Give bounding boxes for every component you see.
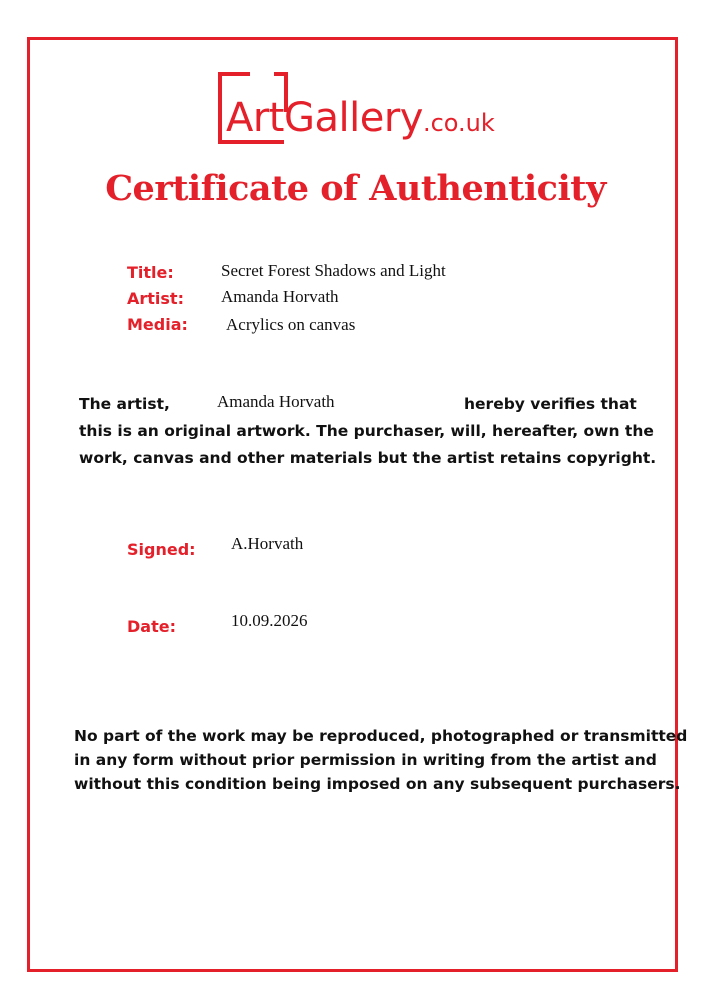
- logo-domain-suffix: .co.uk: [422, 109, 495, 137]
- signature-value: A.Horvath: [231, 534, 304, 553]
- notice-line-3: without this condition being imposed on any subsequent purchasers.: [74, 775, 681, 793]
- media-label: Media:: [127, 315, 188, 334]
- verification-line-2: this is an original artwork. The purchaser, will, hereafter, own the: [79, 422, 654, 440]
- certificate-title: Certificate of Authenticity: [105, 168, 606, 209]
- verification-prefix: The artist,: [79, 395, 170, 413]
- title-value: Secret Forest Shadows and Light: [221, 261, 446, 280]
- artgallery-logo: [218, 72, 518, 148]
- logo-text: [226, 94, 495, 147]
- artist-label: Artist:: [127, 289, 184, 308]
- notice-line-1: No part of the work may be reproduced, photographed or transmitted: [74, 727, 688, 745]
- signed-label: Signed:: [127, 540, 196, 559]
- title-label: Title:: [127, 263, 174, 282]
- notice-line-2: in any form without prior permission in writing from the artist and: [74, 751, 657, 769]
- verification-artist-name: Amanda Horvath: [217, 392, 335, 411]
- media-value: Acrylics on canvas: [226, 315, 356, 334]
- verification-suffix: hereby verifies that: [464, 395, 637, 413]
- date-value: 10.09.2026: [231, 611, 308, 630]
- logo-brand-name: ArtGallery: [226, 95, 423, 141]
- verification-line-3: work, canvas and other materials but the artist retains copyright.: [79, 449, 657, 467]
- date-label: Date:: [127, 617, 176, 636]
- artist-value: Amanda Horvath: [221, 287, 339, 306]
- logo-frame-gap: [250, 70, 274, 78]
